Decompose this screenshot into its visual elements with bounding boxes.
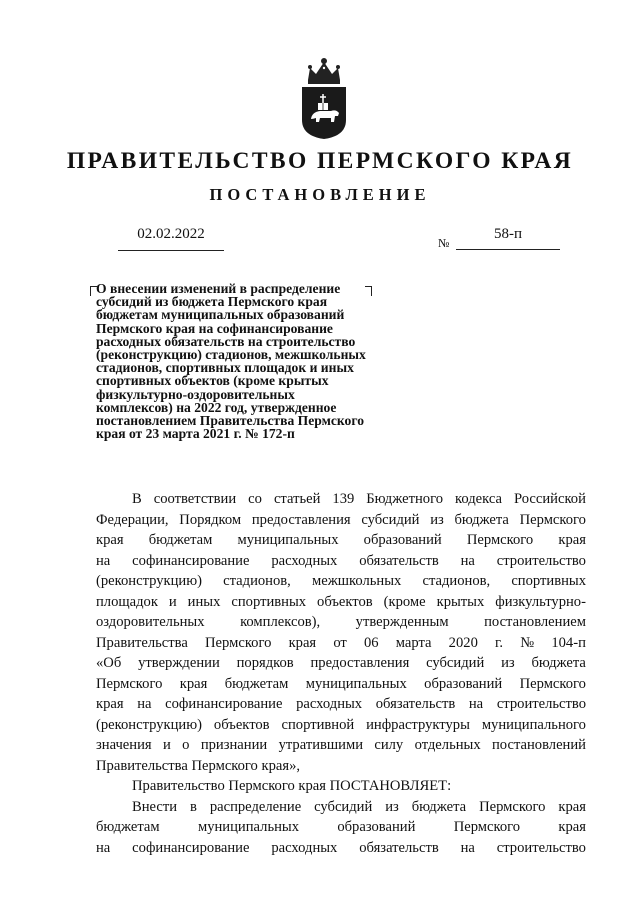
paragraph-line: Федерации, Порядком предоставления субсидий из бюджета Пермского (96, 511, 586, 528)
subject-line: физкультурно-оздоровительных (96, 386, 295, 402)
paragraph-line: края на софинансирование расходных обязательств на строительство (96, 696, 586, 712)
paragraph-line: Правительства Пермского края», (96, 757, 301, 774)
subject-line: расходных обязательств на строительство (96, 333, 356, 349)
subject-line: спортивных объектов (кроме крытых (96, 373, 329, 389)
document-body (96, 489, 586, 858)
subject-line: Пермского края на софинансирование (96, 320, 333, 336)
paragraph-line: значения и о признании утратившими силу отдельных постановлений (96, 737, 586, 753)
paragraph-line: (реконструкцию) стадионов, межшкольных стадионов, спортивных (96, 573, 586, 589)
document-number-field (438, 226, 560, 250)
document-subject (96, 282, 406, 440)
paragraph-line: Внести в распределение субсидий из бюджета Пермского края (132, 798, 586, 815)
paragraph-line: В соответствии со статьей 139 Бюджетного кодекса Российской (132, 491, 586, 507)
document-date-field (118, 226, 224, 251)
subject-line: комплексов) на 2022 год, утвержденное (96, 399, 337, 415)
subject-line: О внесении изменений в распределение (96, 281, 341, 296)
document-number: 58-п (493, 226, 523, 242)
paragraph-line: на софинансирование расходных обязательств на строительство (96, 552, 586, 569)
paragraph-line: бюджетам муниципальных образований Пермского края (96, 819, 586, 835)
subject-line: стадионов, спортивных площадок и иных (96, 360, 354, 376)
subject-line: бюджетам муниципальных образований (96, 307, 345, 323)
paragraph-line: на софинансирование расходных обязательств на строительство (96, 839, 586, 856)
document-type: ПОСТАНОВЛЕНИЕ (209, 185, 431, 204)
paragraph-line: оздоровительных комплексов), утвержденным постановлением (96, 614, 586, 630)
government-title: ПРАВИТЕЛЬСТВО ПЕРМСКОГО КРАЯ (66, 148, 574, 174)
document-date: 02.02.2022 (137, 226, 205, 242)
paragraph-line: (реконструкцию) объектов спортивной инфраструктуры муниципального (96, 716, 586, 733)
paragraph-line: Пермского края бюджетам муниципальных образований Пермского (96, 675, 586, 692)
number-sign: № (438, 236, 450, 250)
paragraph-line: площадок и иных спортивных объектов (кроме крытых физкультурно- (96, 593, 586, 610)
corner-mark-right (365, 286, 372, 296)
coat-of-arms-icon (298, 56, 350, 140)
paragraph-line: Правительство Пермского края ПОСТАНОВЛЯЕТ: (132, 778, 452, 794)
subject-line: края от 23 марта 2021 г. № 172-п (96, 426, 295, 442)
corner-mark-left (90, 286, 97, 296)
paragraph-line: «Об утверждении порядков предоставления субсидий из бюджета (96, 655, 586, 671)
paragraph-line: края бюджетам муниципальных образований Пермского края (96, 532, 586, 548)
subject-line: постановлением Правительства Пермского (96, 413, 364, 429)
number-underline (456, 249, 560, 250)
paragraph-line: Правительства Пермского края от 06 марта 2020 г. № 104-п (96, 634, 586, 651)
subject-line: субсидий из бюджета Пермского края (96, 294, 328, 310)
subject-line: (реконструкцию) стадионов, межшкольных (96, 347, 366, 363)
